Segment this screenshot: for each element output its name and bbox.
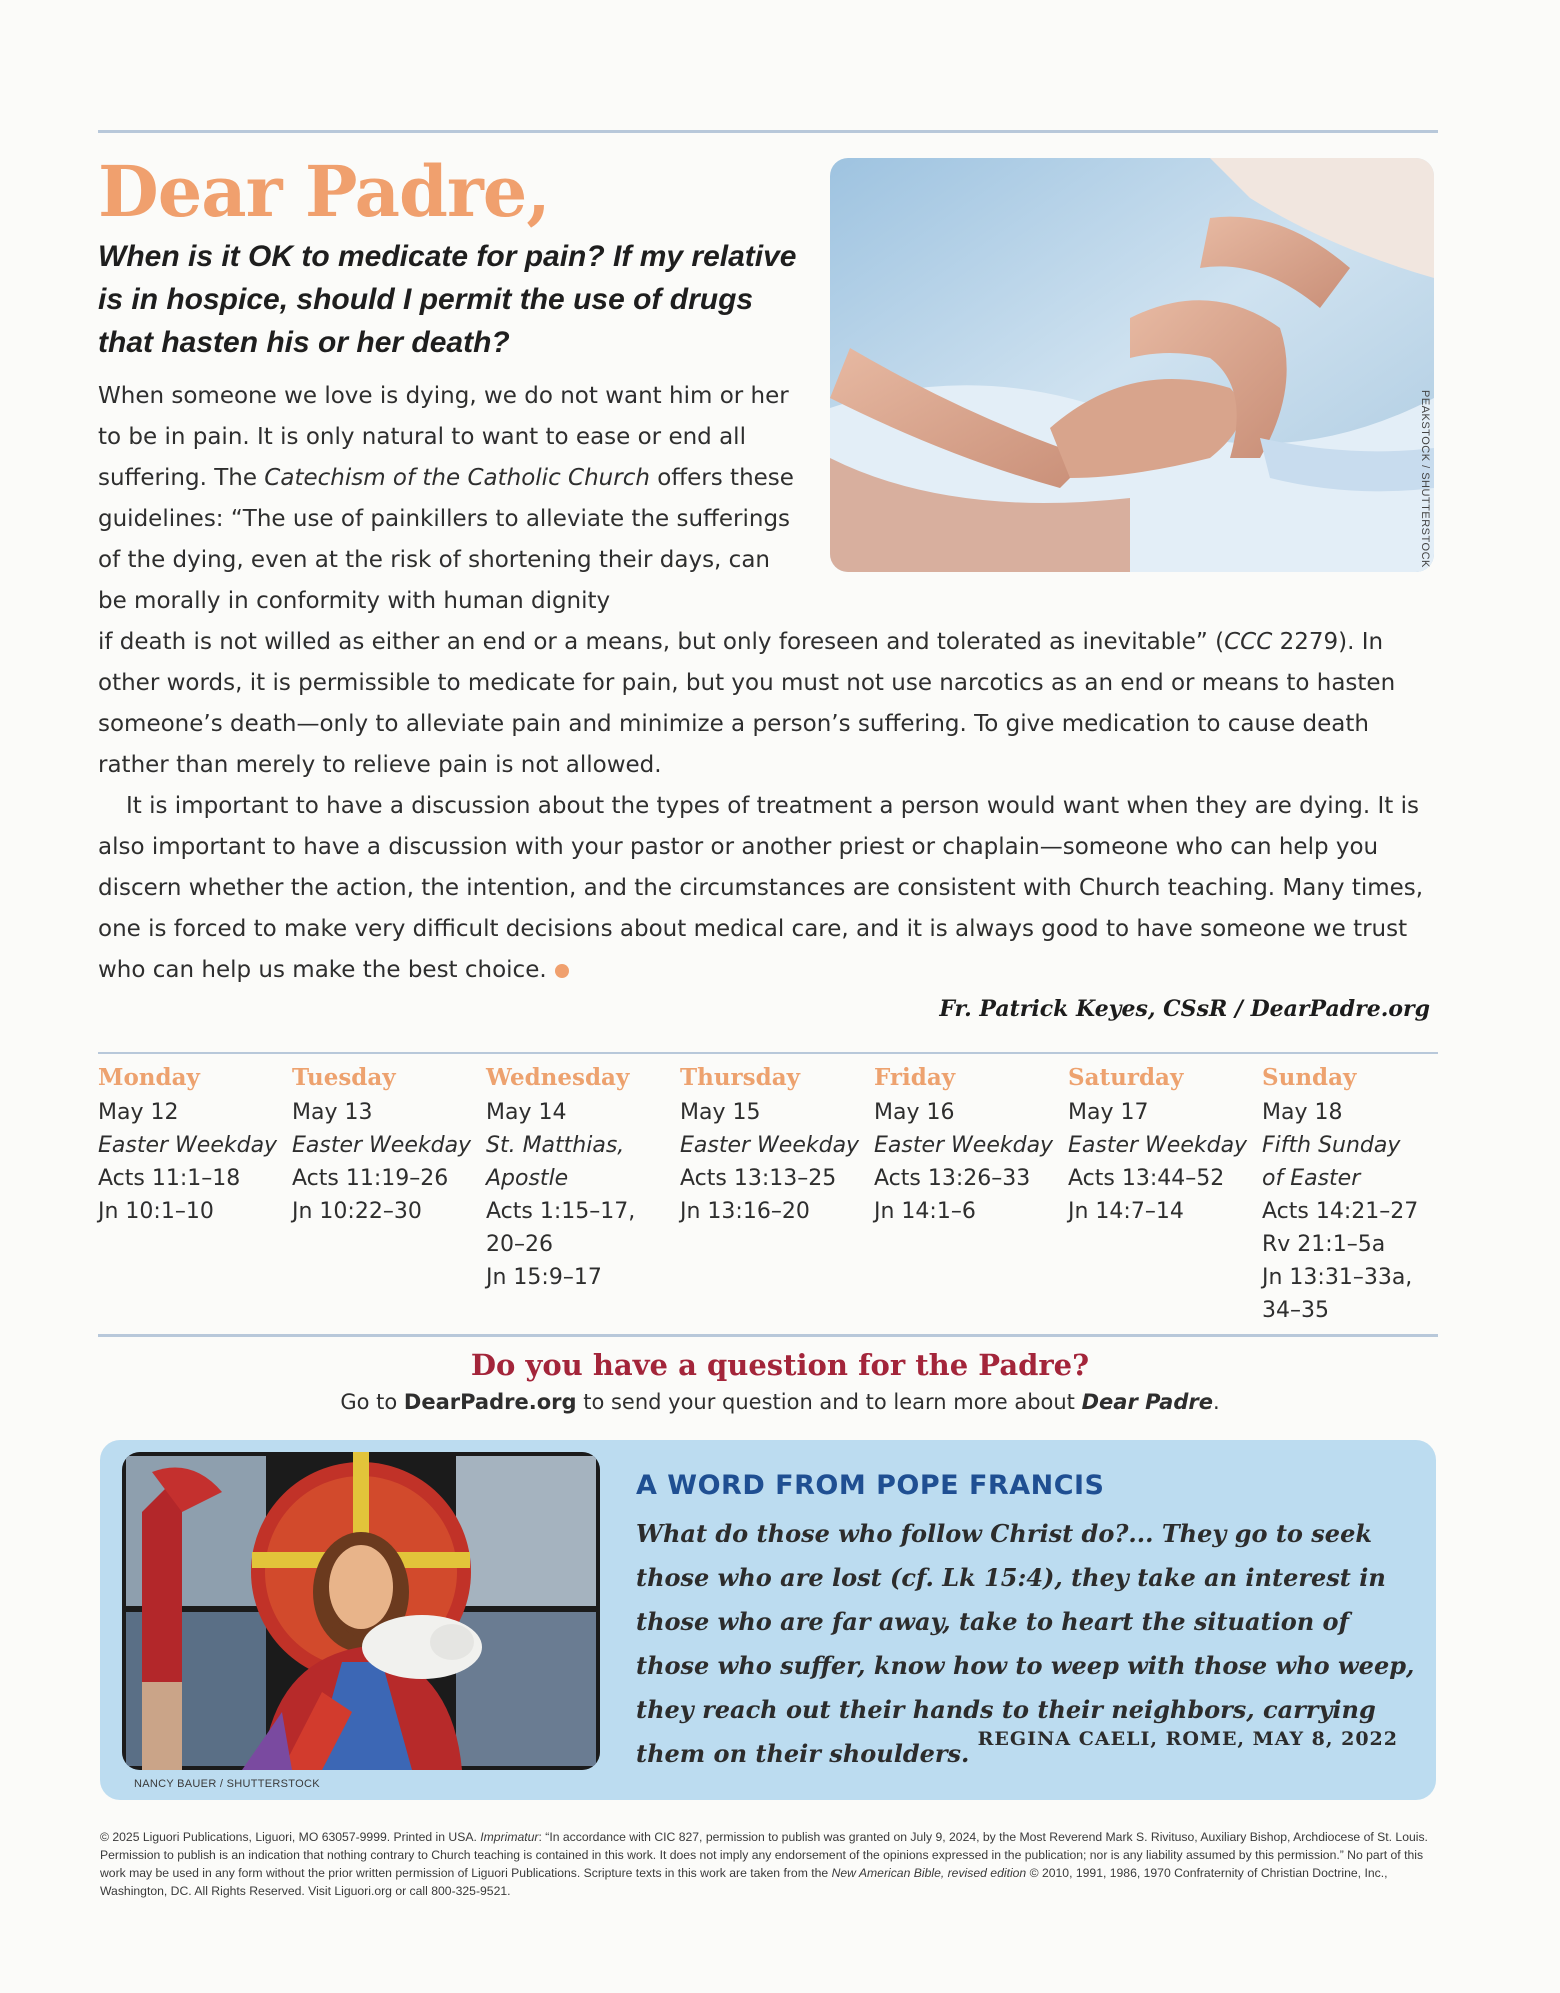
calendar-bottom-rule bbox=[98, 1334, 1438, 1337]
footer-text: : “In accordance with CIC 827, permission to publish was granted on July 9, 2024, by the Most Reverend Mark S. Rivituso, Auxiliary Bishop, Archdiocese of St. Louis. Permission to publish is an indication that nothing contrary to Church teaching is contained in this work. It does not imply any endorsement of the opinions expressed in the publication; nor is any liability assumed by this permission.” No part of this work may be used in any form without the prior written permission of Liguori Publications. Scripture texts in this work are taken from the bbox=[100, 1830, 1428, 1880]
cta-emphasis: Dear Padre bbox=[1081, 1390, 1213, 1414]
article-text: offers these guidelines: “The use of painkillers to alleviate the sufferings of the dying, even at the risk of shortening their days, can be morally in conformity with human dignity bbox=[98, 465, 794, 614]
footer-text: © 2010, 1991, 1986, 1970 Confraternity of Christian Doctrine, Inc., Washington, DC. All Rights Reserved. Visit Liguori.org or call 800-325-9521. bbox=[100, 1866, 1388, 1898]
article-paragraph-1-wrap bbox=[98, 376, 798, 622]
calendar-day-monday bbox=[98, 1060, 292, 1327]
photo-credit: PEAKSTOCK / SHUTTERSTOCK bbox=[1419, 390, 1431, 568]
day-name: Monday bbox=[98, 1064, 200, 1091]
day-reading: Acts 11:1–18 bbox=[98, 1166, 241, 1191]
image-credit: NANCY BAUER / SHUTTERSTOCK bbox=[134, 1778, 320, 1790]
day-date: May 12 bbox=[98, 1100, 179, 1125]
day-feast: Apostle bbox=[486, 1166, 569, 1191]
day-reading: Acts 1:15–17, bbox=[486, 1199, 636, 1224]
day-date: May 18 bbox=[1262, 1100, 1343, 1125]
article-paragraph-2: It is important to have a discussion about the types of treatment a person would want when they are dying. It is also important to have a discussion with your pastor or another priest or chaplain—someone who can help you discern whether the action, the intention, and the circumstances are consistent with Church teaching. Many times, one is forced to make very difficult decisions about medical care, and it is always good to have someone we trust who can help us make the best choice. bbox=[98, 793, 1424, 983]
cta-link[interactable]: DearPadre.org bbox=[403, 1390, 577, 1414]
day-feast: Easter Weekday bbox=[874, 1133, 1054, 1158]
day-feast: Easter Weekday bbox=[1068, 1133, 1248, 1158]
day-reading: Jn 13:16–20 bbox=[680, 1199, 810, 1224]
day-name: Wednesday bbox=[486, 1064, 630, 1091]
calendar-day-wednesday bbox=[486, 1060, 680, 1327]
footer-imprimatur: Imprimatur bbox=[480, 1830, 539, 1844]
day-name: Saturday bbox=[1068, 1064, 1184, 1091]
article-paragraphs bbox=[98, 622, 1438, 991]
day-date: May 17 bbox=[1068, 1100, 1149, 1125]
stained-glass-image bbox=[122, 1452, 600, 1770]
day-name: Thursday bbox=[680, 1064, 800, 1091]
day-reading: Jn 10:1–10 bbox=[98, 1199, 214, 1224]
calendar-day-thursday bbox=[680, 1060, 874, 1327]
day-reading: 34–35 bbox=[1262, 1298, 1329, 1323]
article-text: 2279). In other words, it is permissible to medicate for pain, but you must not use narcotics as an end or means to hasten someone’s death—only to alleviate pain and minimize a person’s suffering. To give medication to cause death rather than merely to relieve pain is not allowed. bbox=[98, 629, 1396, 778]
calendar-day-saturday bbox=[1068, 1060, 1262, 1327]
day-feast: Fifth Sunday bbox=[1262, 1133, 1401, 1158]
day-reading: Acts 11:19–26 bbox=[292, 1166, 449, 1191]
cta-text-part: to send your question and to learn more about bbox=[576, 1390, 1082, 1414]
pope-quote: What do those who follow Christ do?... They go to seek those who are lost (cf. Lk 15:4), they take an interest in those who are far away, take to heart the situation of those who suffer, know how to weep with those who weep, they reach out their hands to their neighbors, carrying them on their shoulders. bbox=[636, 1519, 1415, 1768]
day-name: Friday bbox=[874, 1064, 956, 1091]
day-date: May 16 bbox=[874, 1100, 955, 1125]
day-name: Sunday bbox=[1262, 1064, 1357, 1091]
cta-text-part: Go to bbox=[340, 1390, 404, 1414]
calendar-top-rule bbox=[98, 1052, 1438, 1054]
article-text: When someone we love is dying, we do not want him or her to be in pain. It is only natural to want to ease or end all suffering. The bbox=[98, 383, 789, 491]
day-reading: Jn 14:1–6 bbox=[874, 1199, 976, 1224]
ccc-abbrev: CCC bbox=[1224, 629, 1273, 655]
top-rule bbox=[98, 130, 1438, 133]
quote-source: REGINA CAELI, ROME, MAY 8, 2022 bbox=[977, 1728, 1398, 1750]
footer-text: © 2025 Liguori Publications, Liguori, MO 63057-9999. Printed in USA. bbox=[100, 1830, 481, 1844]
end-mark-icon bbox=[555, 964, 569, 978]
cta-text bbox=[0, 1390, 1560, 1414]
day-date: May 13 bbox=[292, 1100, 373, 1125]
day-reading: Jn 15:9–17 bbox=[486, 1265, 602, 1290]
day-reading: Jn 14:7–14 bbox=[1068, 1199, 1184, 1224]
readings-calendar bbox=[98, 1060, 1438, 1327]
quote-heading: A WORD FROM POPE FRANCIS bbox=[636, 1470, 1105, 1501]
day-reading: Acts 13:13–25 bbox=[680, 1166, 837, 1191]
catechism-title: Catechism of the Catholic Church bbox=[264, 465, 650, 491]
footer-bible-title: New American Bible, revised edition bbox=[831, 1866, 1027, 1880]
calendar-day-tuesday bbox=[292, 1060, 486, 1327]
day-reading: 20–26 bbox=[486, 1232, 553, 1257]
day-reading: Acts 13:26–33 bbox=[874, 1166, 1031, 1191]
calendar-day-friday bbox=[874, 1060, 1068, 1327]
article-text: if death is not willed as either an end or a means, but only foreseen and tolerated as inevitable” ( bbox=[98, 629, 1225, 655]
question-heading: When is it OK to medicate for pain? If my relative is in hospice, should I permit the use of drugs that hasten his or her death? bbox=[98, 240, 797, 359]
day-feast: of Easter bbox=[1262, 1166, 1361, 1191]
day-feast: Easter Weekday bbox=[292, 1133, 472, 1158]
calendar-day-sunday bbox=[1262, 1060, 1456, 1327]
cta-text-part: . bbox=[1212, 1390, 1220, 1414]
day-reading: Acts 13:44–52 bbox=[1068, 1166, 1225, 1191]
day-date: May 15 bbox=[680, 1100, 761, 1125]
day-feast: St. Matthias, bbox=[486, 1133, 625, 1158]
day-feast: Easter Weekday bbox=[680, 1133, 860, 1158]
author-signature: Fr. Patrick Keyes, CSsR / DearPadre.org bbox=[939, 996, 1430, 1022]
page-title: Dear Padre, bbox=[98, 150, 550, 233]
cta-title: Do you have a question for the Padre? bbox=[470, 1348, 1090, 1382]
holding-hands-illustration bbox=[830, 158, 1434, 572]
day-reading: Rv 21:1–5a bbox=[1262, 1232, 1386, 1257]
day-feast: Easter Weekday bbox=[98, 1133, 278, 1158]
day-reading: Jn 13:31–33a, bbox=[1262, 1265, 1413, 1290]
day-reading: Jn 10:22–30 bbox=[292, 1199, 422, 1224]
holding-hands-photo bbox=[830, 158, 1434, 572]
stained-glass-illustration bbox=[122, 1452, 600, 1770]
day-date: May 14 bbox=[486, 1100, 567, 1125]
day-reading: Acts 14:21–27 bbox=[1262, 1199, 1419, 1224]
day-name: Tuesday bbox=[292, 1064, 396, 1091]
copyright-footer bbox=[100, 1828, 1440, 1900]
